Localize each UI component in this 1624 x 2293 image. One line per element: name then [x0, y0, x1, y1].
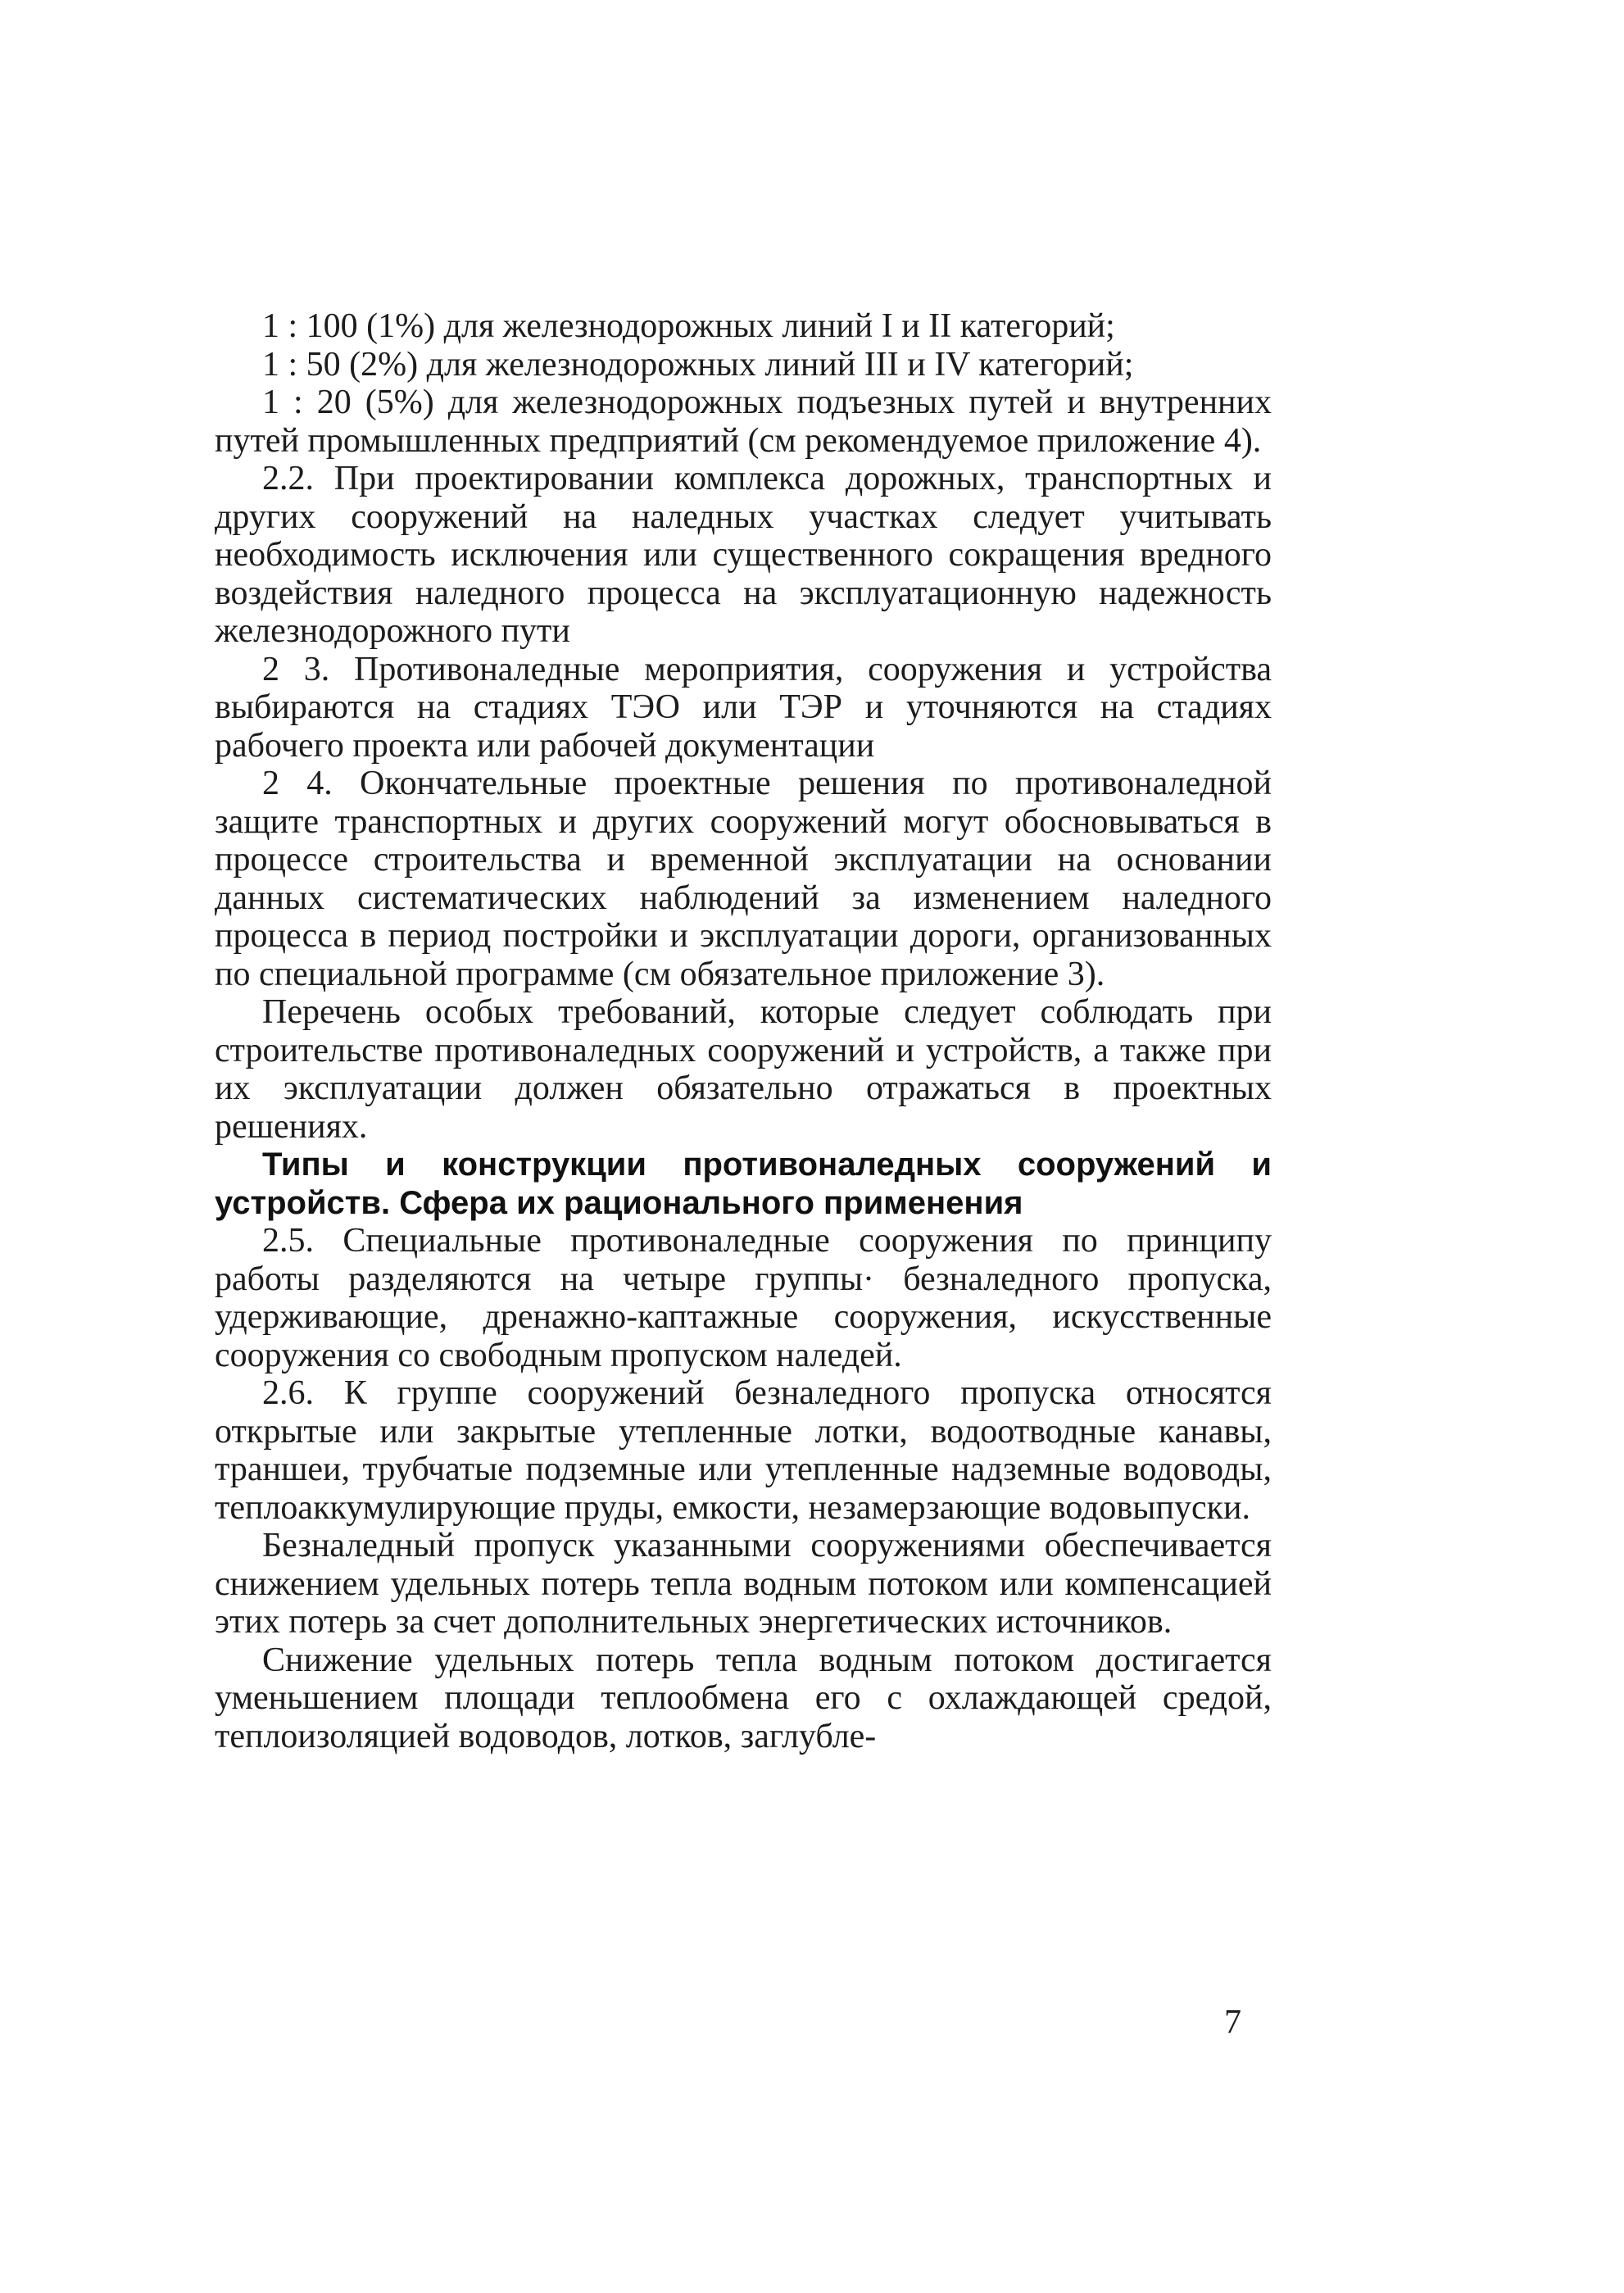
document-page-body — [215, 307, 1272, 1755]
paragraph-2-5: 2.5. Специальные противоналедные сооружения по принципу работы разделяются на четыре группы· безналедного пропуска, удерживающие, дренажно-каптажные сооружения, искусственные сооружения со свободным пропуском наледей. — [215, 1222, 1272, 1374]
paragraph-2-3: 2 3. Противоналедные мероприятия, сооружения и устройства выбираются на стадиях ТЭО или ТЭР и уточняются на стадиях рабочего проекта или рабочей документации — [215, 650, 1272, 765]
paragraph-2-4: 2 4. Окончательные проектные решения по противоналедной защите транспортных и других сооружений могут обосновываться в процессе строительства и временной эксплуатации на основании данных систематических наблюдений за изменением наледного процесса в период постройки и эксплуатации дороги, организованных по специальной программе (см обязательное приложение 3). — [215, 765, 1272, 993]
section-heading: Типы и конструкции противоналедных сооружений и устройств. Сфера их рационального применения — [215, 1146, 1272, 1221]
paragraph-iceless-passage: Безналедный пропуск указанными сооружениями обеспечивается снижением удельных потерь тепла водным потоком или компенсацией этих потерь за счет дополнительных энергетических источников. — [215, 1527, 1272, 1641]
paragraph-2-2: 2.2. При проектировании комплекса дорожных, транспортных и других сооружений на наледных участках следует учитывать необходимость исключения или существенного сокращения вредного воздействия наледного процесса на эксплуатационную надежность железнодорожного пути — [215, 460, 1272, 650]
paragraph-slope-1-20: 1 : 20 (5%) для железнодорожных подъезных путей и внутренних путей промышленных предприятий (см рекомендуемое приложение 4). — [215, 384, 1272, 460]
paragraph-2-6: 2.6. К группе сооружений безналедного пропуска относятся открытые или закрытые утепленные лотки, водоотводные канавы, траншеи, трубчатые подземные или утепленные надземные водоводы, теплоаккумулирующие пруды, емкости, незамерзающие водовыпуски. — [215, 1374, 1272, 1527]
page-number: 7 — [1224, 2004, 1241, 2041]
paragraph-slope-1-50: 1 : 50 (2%) для железнодорожных линий III и IV категорий; — [262, 345, 1134, 384]
paragraph-heat-loss-reduction: Снижение удельных потерь тепла водным потоком достигается уменьшением площади теплообмена его с охлаждающей средой, теплоизоляцией водоводов, лотков, заглубле- — [215, 1641, 1272, 1755]
paragraph-special-requirements: Перечень особых требований, которые следует соблюдать при строительстве противоналедных сооружений и устройств, а также при их эксплуатации должен обязательно отражаться в проектных решениях. — [215, 993, 1272, 1146]
paragraph-slope-1-100: 1 : 100 (1%) для железнодорожных линий I и II категорий; — [262, 307, 1115, 345]
